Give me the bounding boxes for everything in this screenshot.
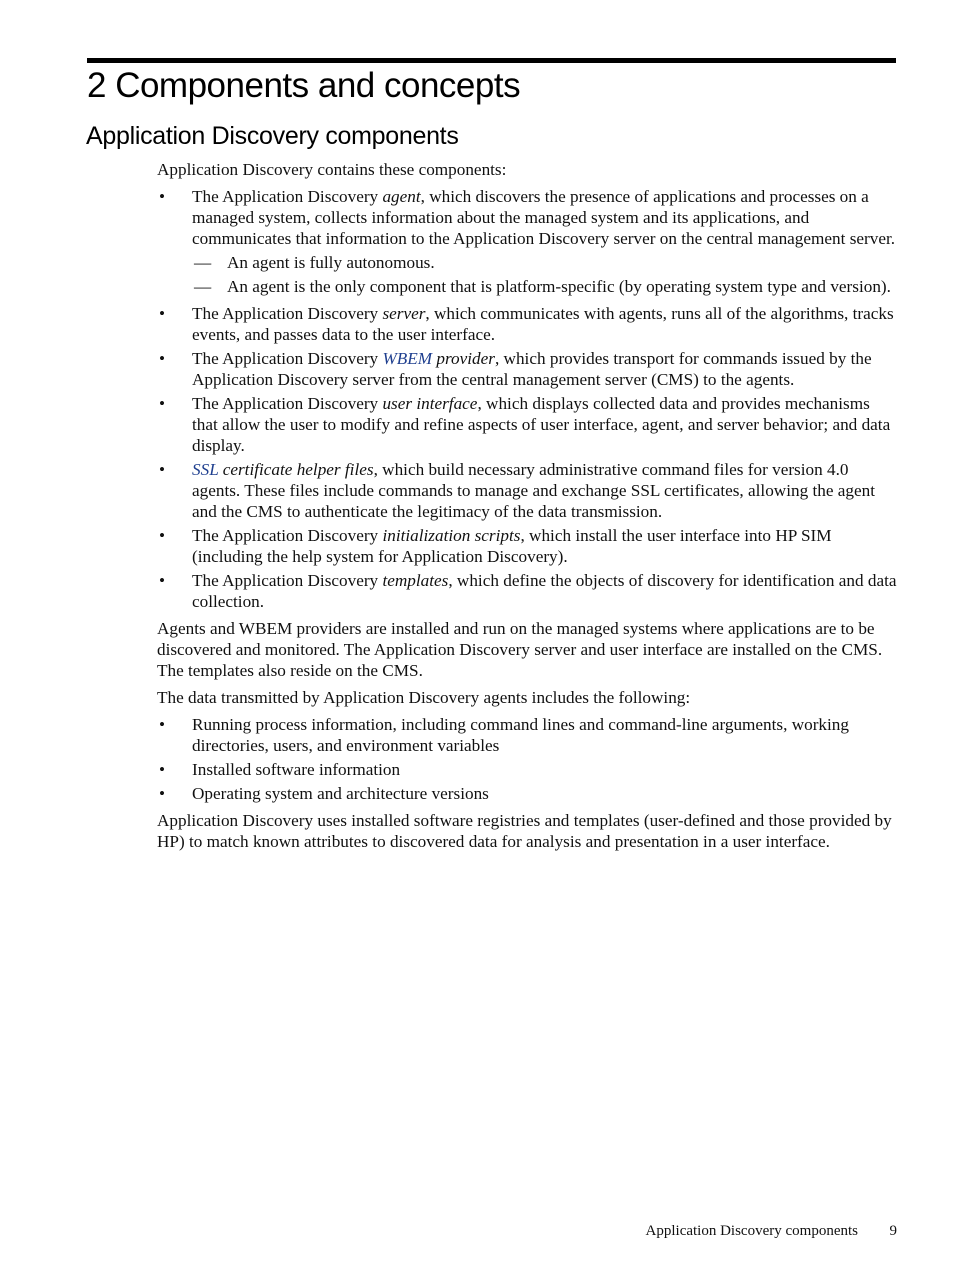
data-item-text: Installed software information (192, 760, 401, 779)
list-item (157, 759, 899, 780)
sub-item-text: An agent is fully autonomous. (227, 253, 435, 272)
item-post: , which define the objects of discovery for identification and data collection. (192, 571, 897, 611)
item-term: server (382, 304, 426, 323)
chapter-title: 2 Components and concepts (87, 66, 521, 105)
data-list (157, 714, 899, 804)
item-post: , which discovers the presence of applications and processes on a managed system, collects information about the managed system and its applications, and communicates that information to the Application Discovery server on the central management server. (192, 187, 896, 248)
closing-paragraph: Application Discovery uses installed software registries and templates (user-defined and those provided by HP) to match known attributes to discovered data for analysis and presentation in a user interface. (157, 811, 892, 851)
list-item (157, 393, 899, 456)
list-item (157, 186, 899, 297)
item-term: provider (432, 349, 495, 368)
ssl-link[interactable]: SSL (192, 460, 219, 479)
bullet-glyph: • (159, 187, 166, 206)
item-post: , which install the user interface into HP SIM (including the help system for Application Discovery). (192, 526, 832, 566)
item-pre: The Application Discovery (192, 304, 383, 323)
intro-text: Application Discovery contains these components: (157, 160, 507, 179)
bullet-glyph: • (159, 460, 166, 479)
agent-sublist (192, 252, 899, 297)
list-item (157, 303, 899, 345)
data-item-text: Operating system and architecture versions (192, 784, 489, 803)
bullet-glyph: • (159, 760, 166, 779)
bullet-glyph: • (159, 715, 166, 734)
sub-list-item (192, 252, 899, 273)
data-intro-paragraph: The data transmitted by Application Discovery agents includes the following: (157, 688, 691, 707)
page-body (157, 159, 899, 858)
item-term: user interface (382, 394, 478, 413)
section-title: Application Discovery components (86, 122, 459, 150)
dash-glyph: — (194, 277, 212, 296)
item-post: , which communicates with agents, runs all of the algorithms, tracks events, and passes data to the user interface. (192, 304, 894, 344)
list-item (157, 570, 899, 612)
item-post: , which displays collected data and provides mechanisms that allow the user to modify and refine aspects of user interface, agent, and server behavior; and data display. (192, 394, 891, 455)
bullet-glyph: • (159, 349, 166, 368)
agents-paragraph: Agents and WBEM providers are installed and run on the managed systems where applications are to be discovered and monitored. The Application Discovery server and user interface are installed on the CMS. The templates also reside on the CMS. (157, 619, 883, 680)
chapter-rule (87, 58, 896, 63)
list-item (157, 459, 899, 522)
item-term: certificate helper files (218, 460, 374, 479)
item-pre: The Application Discovery (192, 526, 383, 545)
item-term: agent (382, 187, 421, 206)
item-post: , which build necessary administrative command files for version 4.0 agents. These files include commands to manage and exchange SSL certificates, allowing the agent and the CMS to authenticate the legitimacy of the data transmission. (192, 460, 875, 521)
dash-glyph: — (194, 253, 212, 272)
item-term: templates (382, 571, 449, 590)
footer-text: Application Discovery components (645, 1223, 858, 1239)
item-pre: The Application Discovery (192, 349, 383, 368)
list-item (157, 348, 899, 390)
list-item (157, 525, 899, 567)
components-list (157, 186, 899, 612)
item-pre: The Application Discovery (192, 187, 383, 206)
bullet-glyph: • (159, 304, 166, 323)
sub-item-text: An agent is the only component that is platform-specific (by operating system type and version). (227, 277, 891, 296)
item-pre: The Application Discovery (192, 394, 383, 413)
wbem-link[interactable]: WBEM (382, 349, 433, 368)
bullet-glyph: • (159, 394, 166, 413)
sub-list-item (192, 276, 899, 297)
bullet-glyph: • (159, 526, 166, 545)
page-number: 9 (889, 1223, 897, 1239)
data-item-text: Running process information, including command lines and command-line arguments, working directories, users, and environment variables (192, 715, 849, 755)
item-post: , which provides transport for commands issued by the Application Discovery server from the central management server (CMS) to the agents. (192, 349, 872, 389)
item-term: initialization scripts (382, 526, 521, 545)
item-pre: The Application Discovery (192, 571, 383, 590)
list-item (157, 714, 899, 756)
list-item (157, 783, 899, 804)
bullet-glyph: • (159, 784, 166, 803)
bullet-glyph: • (159, 571, 166, 590)
